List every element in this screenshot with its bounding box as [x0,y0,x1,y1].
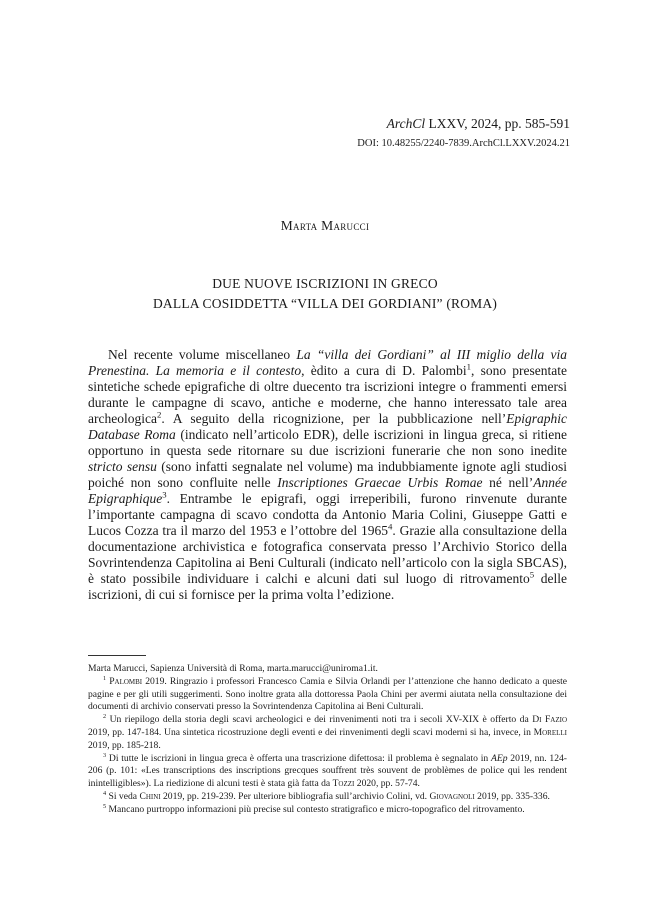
footnote-text: 2019, nn. 124-206 (p. 101: «Les transcriptions des inscriptions grecques souffrent très souvent de problèmes de police qui les rendent inintelligibles»). La riedizione di alcuni testi è stata già fatta da [88,752,567,790]
footnote-ref: 1 [466,361,471,372]
footnote-ref: 2 [156,409,162,420]
author-affiliation: Marta Marucci, Sapienza Università di Roma, marta.marucci@uniroma1.it. [88,663,378,674]
footnote-number: 4 [103,789,107,797]
body-text: (indicato nell’articolo EDR), delle iscrizioni in lingua greca, si ritiene opportuno in questa sede ritornare su due iscrizioni funerarie che non sono inedite [88,427,568,458]
body-text: . A seguito della ricognizione, per la pubblicazione nell’ [161,411,507,426]
footnote-1 [88,676,567,714]
footnote-2 [88,714,567,752]
article-title-line-2: DALLA COSIDDETTA “VILLA DEI GORDIANI” (ROMA) [152,296,498,311]
footnote-text: 2019, pp. 147-184. Una sintetica ricostruzione degli eventi e dei rinvenimenti degli scavi moderni si ha, invece, in [88,726,534,738]
cited-author: Giovagnoli [429,790,475,802]
cited-author: Tozzi [332,778,355,790]
footnote-5 [88,804,567,817]
cited-author: Di Fazio [532,714,567,726]
footnote-text: Mancano purtroppo informazioni più precise sul contesto stratigrafico e micro-topografico del ritrovamento. [106,803,525,815]
footnote-number: 2 [103,713,107,720]
footnote-text: 2020, pp. 57-74. [354,778,420,790]
body-text: Nel recente volume miscellaneo [108,347,297,362]
body-italic: stricto sensu [88,459,157,474]
footnote-ref: 5 [529,569,535,580]
journal-volume-pages: LXXV, 2024, pp. 585-591 [425,116,570,131]
journal-citation [387,116,570,132]
body-text: . Entrambe le epigrafi, oggi irreperibili, furono rinvenute durante l’importante campagna di scavo condotta da Antonio Maria Colini, Giuseppe Gatti e Lucos Cozza tra il marzo del 1953 e l’ottobre del 1965 [88,491,567,538]
footnote-text: 2019. Ringrazio i professori Francesco Camia e Silvia Orlandi per l’attenzione che hanno dedicato a queste pagine e per gli utili suggerimenti. Sono inoltre grata alla dottoressa Paola Chini per avermi aiutata nella consultazione dei documenti di archivio conservati presso la Sovrintendenza Capitolina ai Beni Culturali. [88,675,567,713]
footnote-number: 1 [103,674,107,682]
footnote-text: 2019, pp. 219-239. Per ulteriore bibliografia sull’archivio Colini, vd. [160,790,430,802]
body-text: né nell’ [482,475,534,490]
footnote-italic: AEp [490,752,508,764]
cited-author: Morelli [533,726,567,738]
body-italic: Epigraphic Database Roma [88,411,567,442]
journal-abbrev: ArchCl [386,116,426,131]
body-text: (sono infatti segnalate nel volume) ma indubbiamente ignote agli studiosi poiché non sono confluite nelle [88,459,567,490]
cited-author: Chini [139,790,161,802]
body-text: , èdito a cura di D. Palombi [301,363,467,378]
footnote-text: 2019, pp. 335-336. [474,790,550,802]
footnote-number: 5 [103,802,107,810]
doi: DOI: 10.48255/2240-7839.ArchCl.LXXV.2024.21 [357,138,570,149]
cited-author: Palombi [109,675,143,687]
body-italic: Inscriptiones Graecae Urbis Romae [277,475,483,490]
footnote-ref: 3 [162,489,167,500]
body-italic: La “villa dei Gordiani” al III miglio della via Prenestina. La memoria e il contesto [88,347,567,378]
article-title-line-1: DUE NUOVE ISCRIZIONI IN GRECO [212,276,438,291]
body-text: , sono presentate sintetiche schede epigrafiche di oltre duecento tra iscrizioni integre o frammenti emersi durante le campagne di scavo, antiche e moderne, che hanno interessato tale area archeologica [88,363,567,426]
footnote-number: 3 [103,751,107,759]
footnote-text: Si veda [106,790,140,802]
author-name: Marta Marucci [280,218,370,233]
footnote-4 [88,791,567,804]
footnote-separator [88,655,146,656]
footnote-3 [88,753,567,791]
body-paragraph [88,347,567,603]
body-text: . Grazie alla consultazione della documentazione archivistica e fotografica conservata presso l’Archivio Storico della Sovrintendenza Capitolina ai Beni Culturali (indicato nell’articolo con la sigla SBCAS), è stato possibile individuare i calchi e alcuni dati sul luogo di ritrovamento [88,523,567,586]
body-text: delle iscrizioni, di cui si fornisce per la prima volta l’edizione. [88,571,567,602]
footnotes [88,663,567,817]
footnote-text: 2019, pp. 185-218. [88,739,161,751]
footnote-ref: 4 [387,521,393,532]
body-italic: Année Epigraphique [88,475,568,506]
footnote-text: Di tutte le iscrizioni in lingua greca è offerta una trascrizione difettosa: il problema è segnalato in [106,752,491,764]
footnote-text: Un riepilogo della storia degli scavi archeologici e dei rinvenimenti noti tra i secoli XV-XIX è offerto da [106,714,533,726]
